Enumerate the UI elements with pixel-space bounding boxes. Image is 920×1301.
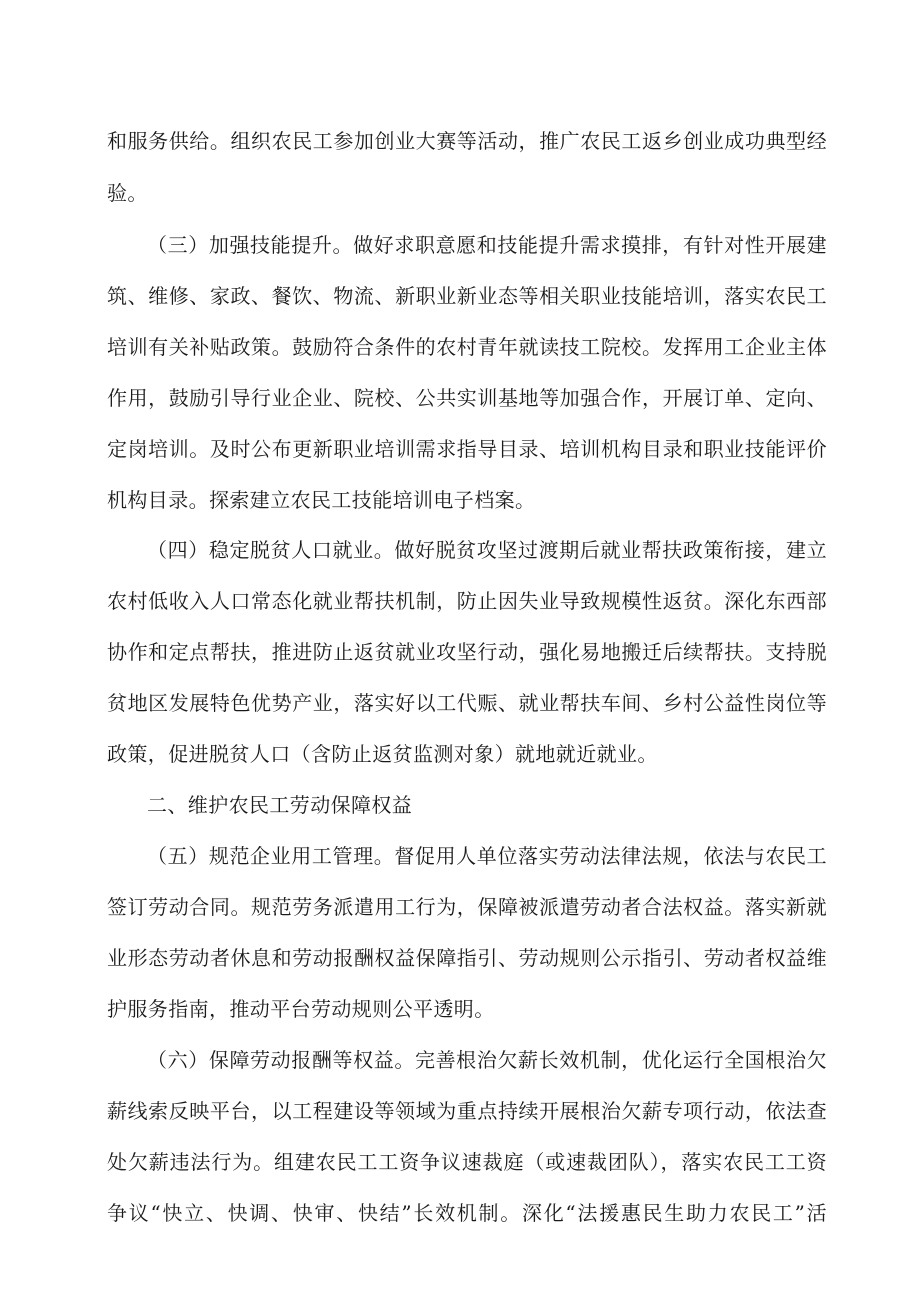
paragraph-heading-5: （五）规范企业用工管理。督促用人单位落实劳动法律法规，依法与农民工 [147, 844, 827, 868]
section-heading-2: 二、维护农民工劳动保障权益 [147, 793, 413, 817]
text-line: 薪线索反映平台，以工程建设等领域为重点持续开展根治欠薪专项行动，依法查 [107, 1099, 827, 1123]
text-line: 作用，鼓励引导行业企业、院校、公共实训基地等加强合作，开展订单、定向、 [107, 386, 827, 410]
text-line: 处欠薪违法行为。组建农民工工资争议速裁庭（或速裁团队），落实农民工工资 [107, 1150, 827, 1174]
paragraph-heading-3: （三）加强技能提升。做好求职意愿和技能提升需求摸排，有针对性开展建 [147, 233, 827, 257]
text-line: 验。 [107, 181, 148, 205]
text-line: 签订劳动合同。规范劳务派遣用工行为，保障被派遣劳动者合法权益。落实新就 [107, 895, 827, 919]
text-line: 筑、维修、家政、餐饮、物流、新职业新业态等相关职业技能培训，落实农民工 [107, 284, 827, 308]
text-line: 和服务供给。组织农民工参加创业大赛等活动，推广农民工返乡创业成功典型经 [107, 129, 827, 153]
text-line: 机构目录。探索建立农民工技能培训电子档案。 [107, 488, 536, 512]
text-line: 争议“快立、快调、快审、快结”长效机制。深化“法援惠民生助力农民工”活 [107, 1201, 827, 1225]
text-line: 政策，促进脱贫人口（含防止返贫监测对象）就地就近就业。 [107, 742, 658, 766]
text-line: 协作和定点帮扶，推进防止返贫就业攻坚行动，强化易地搬迁后续帮扶。支持脱 [107, 640, 827, 664]
text-line: 业形态劳动者休息和劳动报酬权益保障指引、劳动规则公示指引、劳动者权益维 [107, 946, 827, 970]
paragraph-heading-6: （六）保障劳动报酬等权益。完善根治欠薪长效机制，优化运行全国根治欠 [147, 1048, 827, 1072]
text-line: 定岗培训。及时公布更新职业培训需求指导目录、培训机构目录和职业技能评价 [107, 437, 827, 461]
text-line: 贫地区发展特色优势产业，落实好以工代赈、就业帮扶车间、乡村公益性岗位等 [107, 691, 827, 715]
text-line: 农村低收入人口常态化就业帮扶机制，防止因失业导致规模性返贫。深化东西部 [107, 589, 827, 613]
paragraph-heading-4: （四）稳定脱贫人口就业。做好脱贫攻坚过渡期后就业帮扶政策衔接，建立 [147, 538, 827, 562]
text-line: 培训有关补贴政策。鼓励符合条件的农村青年就读技工院校。发挥用工企业主体 [107, 335, 827, 359]
text-line: 护服务指南，推动平台劳动规则公平透明。 [107, 997, 495, 1021]
